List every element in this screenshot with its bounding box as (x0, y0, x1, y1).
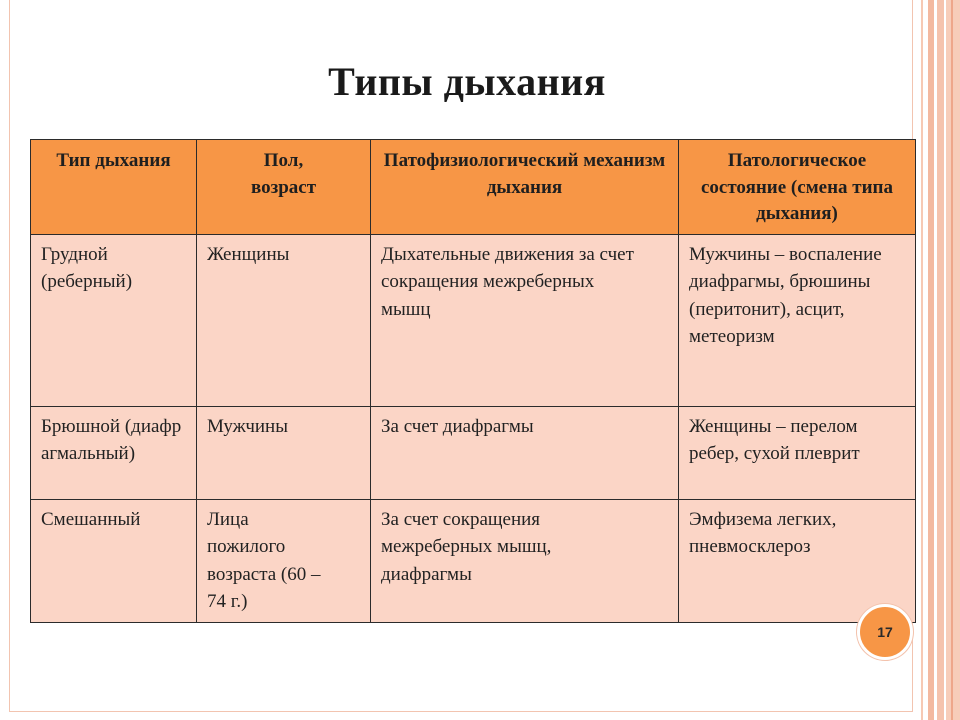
table-cell: Брюшной (диафрагмальный) (31, 406, 197, 499)
table-cell: Лица пожилого возраста (60 – 74 г.) (197, 499, 371, 622)
column-header: Пол, возраст (197, 140, 371, 235)
decor-stripe (937, 0, 944, 720)
table-cell: За счет сокращения межреберных мышц, диафрагмы (371, 499, 679, 622)
table-cell: Эмфизема легких, пневмосклероз (679, 499, 916, 622)
table-row (31, 234, 916, 406)
table-cell: Дыхательные движения за счет сокращения межреберных мышц (371, 234, 679, 406)
table-cell: Женщины – перелом ребер, сухой плеврит (679, 406, 916, 499)
table-cell: Грудной (реберный) (31, 234, 197, 406)
table-cell: Мужчины – воспаление диафрагмы, брюшины (перитонит), асцит, метеоризм (679, 234, 916, 406)
decor-stripe (928, 0, 934, 720)
column-header: Тип дыхания (31, 140, 197, 235)
column-header: Патофизиологический механизм дыхания (371, 140, 679, 235)
page-number-badge: 17 (857, 604, 913, 660)
breathing-types-table (30, 139, 916, 623)
table-row (31, 499, 916, 622)
table-header-row (31, 140, 916, 235)
table-cell: Мужчины (197, 406, 371, 499)
column-header: Патологическое состояние (смена типа дыхания) (679, 140, 916, 235)
table-cell: За счет диафрагмы (371, 406, 679, 499)
decor-stripe (946, 0, 960, 720)
decor-stripe (951, 0, 953, 720)
table-row (31, 406, 916, 499)
table-cell: Женщины (197, 234, 371, 406)
slide-title: Типы дыхания (328, 59, 606, 104)
table-cell: Смешанный (31, 499, 197, 622)
decor-stripe (921, 0, 923, 720)
